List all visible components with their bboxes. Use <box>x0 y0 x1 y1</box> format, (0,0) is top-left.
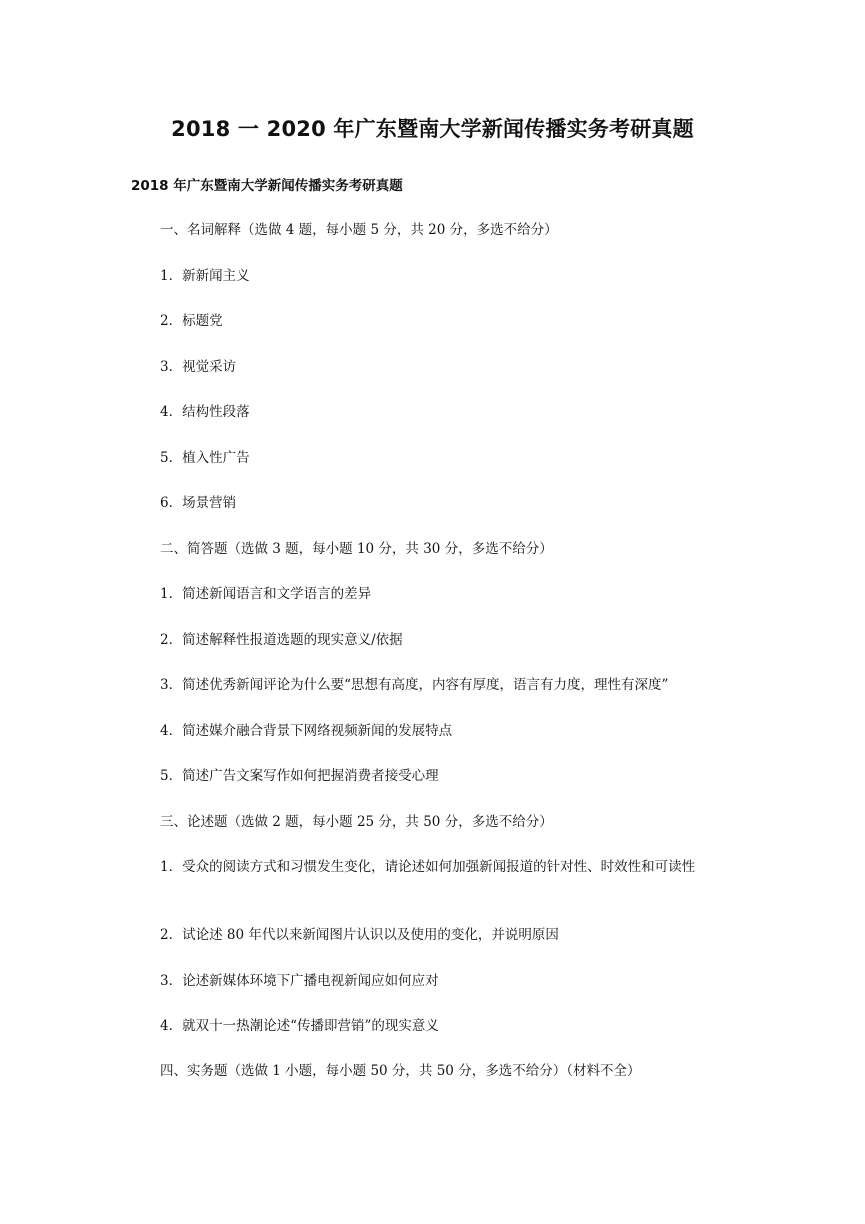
question-line: 2．试论述 80 年代以来新闻图片认识以及使用的变化，并说明原因 <box>160 927 559 943</box>
question-line: 2．标题党 <box>160 313 223 329</box>
question-line: 1．新新闻主义 <box>160 268 250 284</box>
question-line: 2．简述解释性报道选题的现实意义/依据 <box>160 632 403 648</box>
question-line: 4．简述媒介融合背景下网络视频新闻的发展特点 <box>160 723 453 739</box>
section-subtitle: 2018 年广东暨南大学新闻传播实务考研真题 <box>131 178 403 194</box>
question-line: 4．结构性段落 <box>160 404 250 420</box>
question-line: 1．简述新闻语言和文学语言的差异 <box>160 586 372 602</box>
question-line: 3．简述优秀新闻评论为什么要“思想有高度，内容有厚度，语言有力度，理性有深度” <box>160 677 669 693</box>
question-line: 3．论述新媒体环境下广播电视新闻应如何应对 <box>160 973 439 989</box>
section-heading-definitions: 一、名词解释（选做 4 题，每小题 5 分，共 20 分，多选不给分） <box>160 222 558 238</box>
section-heading-essay: 三、论述题（选做 2 题，每小题 25 分，共 50 分，多选不给分） <box>160 814 553 830</box>
section-heading-short-answer: 二、简答题（选做 3 题，每小题 10 分，共 30 分，多选不给分） <box>160 541 553 557</box>
question-line-wrapped: 1．受众的阅读方式和习惯发生变化，请论述如何加强新闻报道的针对性、时效性和可读性 <box>160 859 696 875</box>
question-line: 5．植入性广告 <box>160 450 250 466</box>
question-line: 5．简述广告文案写作如何把握消费者接受心理 <box>160 768 439 784</box>
question-line: 4．就双十一热潮论述“传播即营销”的现实意义 <box>160 1018 439 1034</box>
section-heading-practice: 四、实务题（选做 1 小题，每小题 50 分，共 50 分，多选不给分）（材料不全） <box>160 1063 641 1079</box>
question-line: 6．场景营销 <box>160 495 237 511</box>
document-title: 2018 一 2020 年广东暨南大学新闻传播实务考研真题 <box>171 117 694 141</box>
question-line: 3．视觉采访 <box>160 359 237 375</box>
